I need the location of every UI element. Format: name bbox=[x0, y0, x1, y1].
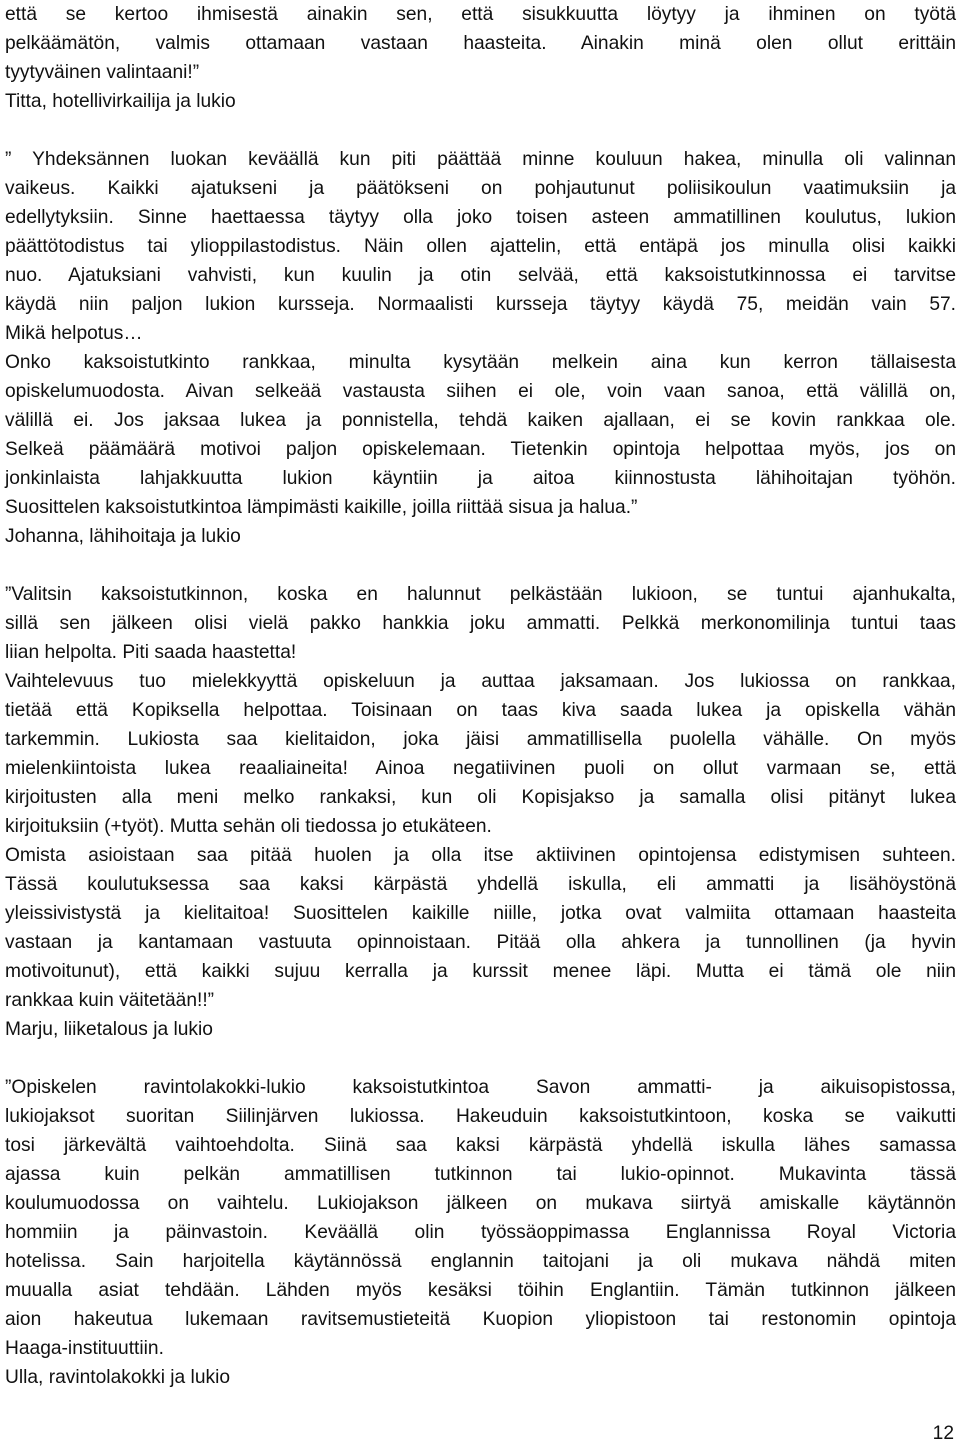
text-line: nuo. Ajatuksiani vahvisti, kun kuulin ja otin selvää, että kaksoistutkinnossa ei tarvitse bbox=[5, 265, 956, 286]
text-line: ” Yhdeksännen luokan keväällä kun piti päättää minne kouluun hakea, minulla oli valinnan bbox=[5, 149, 956, 170]
text-line: Omista asioistaan saa pitää huolen ja olla itse aktiivinen opintojensa edistymisen suhteen. bbox=[5, 845, 956, 866]
text-line: aion hakeutua lukemaan ravitsemustieteitä Kuopion yliopistoon tai restonomin opintoja bbox=[5, 1309, 956, 1330]
text-line: Tässä koulutuksessa saa kaksi kärpästä yhdellä iskulla, eli ammatti ja lisähöystönä bbox=[5, 874, 956, 895]
text-line: Haaga-instituuttiin. bbox=[5, 1338, 164, 1359]
text-line: välillä ei. Jos jaksaa lukea ja ponnistella, tehdä kaiken ajallaan, ei se kovin rankkaa ole. bbox=[5, 410, 956, 431]
text-line: tietää että Kopiksella helpottaa. Toisinaan on taas kiva saada lukea ja opiskella vähän bbox=[5, 700, 956, 721]
text-line: Onko kaksoistutkinto rankkaa, minulta kysytään melkein aina kun kerron tällaisesta bbox=[5, 352, 956, 373]
document-page bbox=[5, 0, 956, 1392]
blank-line bbox=[5, 116, 956, 145]
author-signature: Johanna, lähihoitaja ja lukio bbox=[5, 526, 241, 547]
text-line: mielenkiintoista lukea reaaliaineita! Ainoa negatiivinen puoli on ollut varmaan se, että bbox=[5, 758, 956, 779]
author-signature: Titta, hotellivirkailija ja lukio bbox=[5, 91, 236, 112]
text-line: motivoitunut), että kaikki sujuu kerralla ja kurssit menee läpi. Mutta ei tämä ole niin bbox=[5, 961, 956, 982]
page-number: 12 bbox=[932, 1423, 954, 1444]
text-line: jonkinlaista lahjakkuutta lukion käyntiin ja aitoa kiinnostusta lähihoitajan työhön. bbox=[5, 468, 956, 489]
blank-line bbox=[5, 1044, 956, 1073]
text-line: käydä niin paljon lukion kursseja. Normaalisti kursseja täytyy käydä 75, meidän vain 57. bbox=[5, 294, 956, 315]
blank-line bbox=[5, 551, 956, 580]
text-line: tarkemmin. Lukiosta saa kielitaidon, joka jäisi ammatillisella puolella vähälle. On myös bbox=[5, 729, 956, 750]
text-line: kirjoitusten alla meni melko rankaksi, kun oli Kopisjakso ja samalla olisi pitänyt lukea bbox=[5, 787, 956, 808]
text-line: tosi järkevältä vaihtoehdolta. Siinä saa kaksi kärpästä yhdellä iskulla lähes samassa bbox=[5, 1135, 956, 1156]
text-line: tyytyväinen valintaani!” bbox=[5, 62, 200, 83]
text-line: ”Valitsin kaksoistutkinnon, koska en halunnut pelkästään lukioon, se tuntui ajanhukalta, bbox=[5, 584, 956, 605]
text-line: vastaan ja kantamaan vastuuta opinnoistaan. Pitää olla ahkera ja tunnollinen (ja hyvin bbox=[5, 932, 956, 953]
author-signature: Marju, liiketalous ja lukio bbox=[5, 1019, 213, 1040]
text-line: koulumuodossa on vaihtelu. Lukiojakson jälkeen on mukava siirtyä amiskalle käytännön bbox=[5, 1193, 956, 1214]
text-line: Selkeä päämäärä motivoi paljon opiskelemaan. Tietenkin opintoja helpottaa myös, jos on bbox=[5, 439, 956, 460]
text-line: muualla asiat tehdään. Lähden myös kesäksi töihin Englantiin. Tämän tutkinnon jälkeen bbox=[5, 1280, 956, 1301]
text-line: ajassa kuin pelkän ammatillisen tutkinnon tai lukio-opinnot. Mukavinta tässä bbox=[5, 1164, 956, 1185]
text-line: opiskelumuodosta. Aivan selkeää vastausta siihen ei ole, voin vaan sanoa, että välillä on, bbox=[5, 381, 956, 402]
text-line: että se kertoo ihmisestä ainakin sen, että sisukkuutta löytyy ja ihminen on työtä bbox=[5, 4, 956, 25]
text-line: lukiojaksot suoritan Siilinjärven lukiossa. Hakeuduin kaksoistutkintoon, koska se vaikutti bbox=[5, 1106, 956, 1127]
text-line: hotelissa. Sain harjoitella käytännössä englannin taitojani ja oli mukava nähdä miten bbox=[5, 1251, 956, 1272]
text-line: Mikä helpotus… bbox=[5, 323, 143, 344]
text-line: liian helpolta. Piti saada haastetta! bbox=[5, 642, 297, 663]
text-line: sillä sen jälkeen olisi vielä pakko hankkia joku ammatti. Pelkkä merkonomilinja tuntui taas bbox=[5, 613, 956, 634]
author-signature: Ulla, ravintolakokki ja lukio bbox=[5, 1367, 231, 1388]
text-line: vaikeus. Kaikki ajatukseni ja päätökseni on pohjautunut poliisikoulun vaatimuksiin ja bbox=[5, 178, 956, 199]
text-line: edellytyksiin. Sinne haettaessa täytyy olla joko toisen asteen ammatillinen koulutus, lukion bbox=[5, 207, 956, 228]
text-line: yleissivistystä ja kielitaitoa! Suosittelen kaikille niille, jotka ovat valmiita ottamaan haasteita bbox=[5, 903, 956, 924]
text-line: päättötodistus tai ylioppilastodistus. Näin ollen ajattelin, että entäpä jos minulla olisi kaikki bbox=[5, 236, 956, 257]
text-line: hommiin ja päinvastoin. Keväällä olin työssäoppimassa Englannissa Royal Victoria bbox=[5, 1222, 956, 1243]
text-line: kirjoituksiin (+työt). Mutta sehän oli tiedossa jo etukäteen. bbox=[5, 816, 492, 837]
text-line: rankkaa kuin väitetään!!” bbox=[5, 990, 215, 1011]
text-line: pelkäämätön, valmis ottamaan vastaan haasteita. Ainakin minä olen ollut erittäin bbox=[5, 33, 956, 54]
text-line: Vaihtelevuus tuo mielekkyyttä opiskeluun ja auttaa jaksamaan. Jos lukiossa on rankkaa, bbox=[5, 671, 956, 692]
text-line: Suosittelen kaksoistutkintoa lämpimästi kaikille, joilla riittää sisua ja halua.” bbox=[5, 497, 638, 518]
text-line: ”Opiskelen ravintolakokki-lukio kaksoistutkintoa Savon ammatti- ja aikuisopistossa, bbox=[5, 1077, 956, 1098]
